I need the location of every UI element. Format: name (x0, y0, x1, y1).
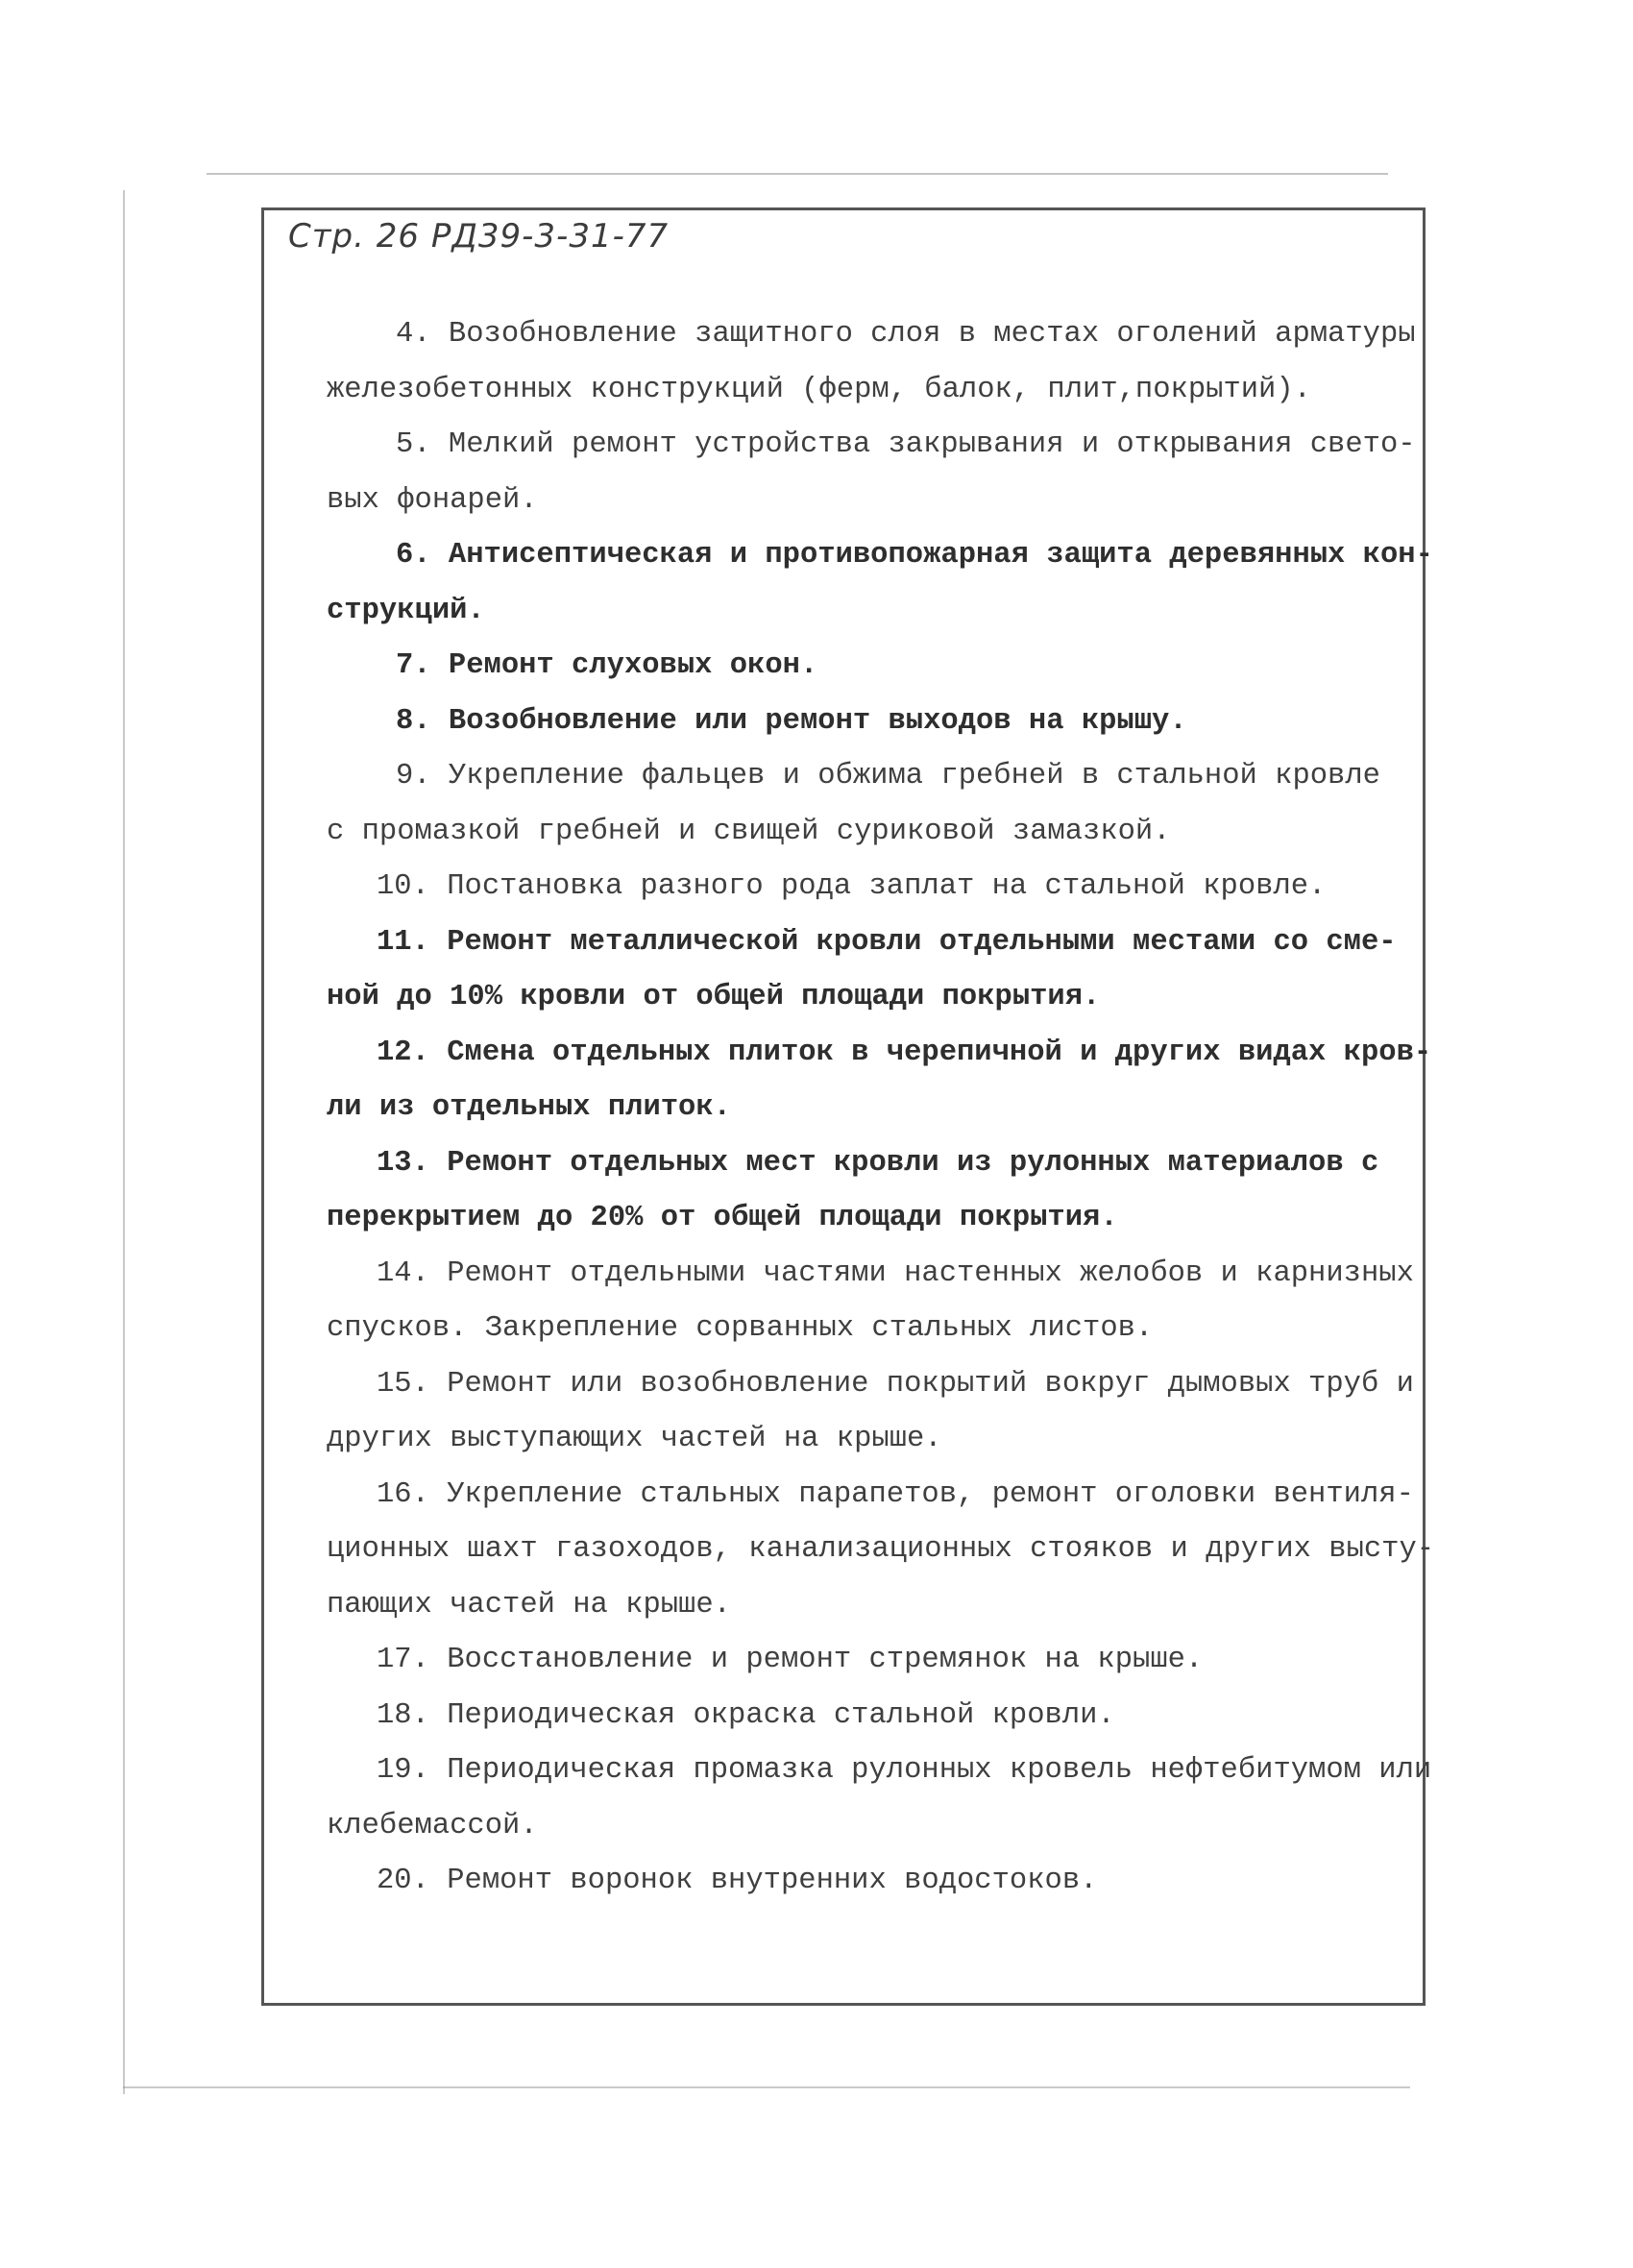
list-item-line: 5. Мелкий ремонт устройства закрывания и открывания свето- (396, 428, 1416, 461)
scan-edge-top (207, 173, 1388, 175)
list-item-line: 19. Периодическая промазка рулонных кровель нефтебитумом или (377, 1754, 1432, 1787)
text-line-continuation: перекрытием до 20% от общей площади покрытия. (327, 1202, 1118, 1234)
text-line-continuation: железобетонных конструкций (ферм, балок, плит,покрытий). (327, 373, 1311, 406)
doc-code: РД39-3-31-77 (430, 217, 670, 256)
list-item-line: 10. Постановка разного рода заплат на стальной кровле. (377, 870, 1327, 903)
list-item-line: 11. Ремонт металлической кровли отдельными местами со сме- (377, 925, 1397, 959)
list-item-line: 20. Ремонт воронок внутренних водостоков. (377, 1865, 1098, 1897)
page-header (288, 217, 669, 256)
text-line-continuation: клебемассой. (327, 1809, 538, 1842)
scan-edge-bottom (123, 2086, 1410, 2088)
text-line-continuation: ной до 10% кровли от общей площади покрытия. (327, 981, 1101, 1013)
list-item-line: 9. Укрепление фальцев и обжима гребней в стальной кровле (396, 760, 1380, 793)
text-line-continuation: с промазкой гребней и свищей суриковой замазкой. (327, 815, 1171, 848)
list-item-line: 13. Ремонт отдельных мест кровли из рулонных материалов с (377, 1146, 1379, 1180)
list-item-line: 7. Ремонт слуховых окон. (396, 649, 818, 682)
list-item-line: 4. Возобновление защитного слоя в местах оголений арматуры (396, 318, 1416, 351)
text-line-continuation: спусков. Закрепление сорванных стальных листов. (327, 1312, 1154, 1345)
list-item-line: 6. Антисептическая и противопожарная защита деревянных кон- (396, 539, 1433, 572)
document-body (327, 307, 1435, 1910)
scan-edge-left (123, 190, 125, 2094)
text-line-continuation: струкций. (327, 594, 485, 627)
text-line-continuation: других выступающих частей на крыше. (327, 1423, 942, 1455)
list-item-line: 12. Смена отдельных плиток в черепичной и других видах кров- (377, 1036, 1432, 1069)
list-item-line: 16. Укрепление стальных парапетов, ремонт оголовки вентиля- (377, 1477, 1414, 1511)
text-line-continuation: ционных шахт газоходов, канализационных стояков и других высту- (327, 1533, 1435, 1566)
page-label: Стр. 26 (288, 217, 421, 256)
list-item-line: 15. Ремонт или возобновление покрытий вокруг дымовых труб и (377, 1367, 1414, 1401)
list-item-line: 18. Периодическая окраска стальной кровли. (377, 1698, 1115, 1732)
list-item-line: 17. Восстановление и ремонт стремянок на крыше. (377, 1644, 1204, 1676)
text-line-continuation: ли из отдельных плиток. (327, 1091, 731, 1124)
list-item-line: 8. Возобновление или ремонт выходов на крышу. (396, 704, 1187, 738)
list-item-line: 14. Ремонт отдельными частями настенных желобов и карнизных (377, 1256, 1414, 1290)
text-line-continuation: пающих частей на крыше. (327, 1588, 731, 1622)
text-line-continuation: вых фонарей. (327, 483, 538, 517)
